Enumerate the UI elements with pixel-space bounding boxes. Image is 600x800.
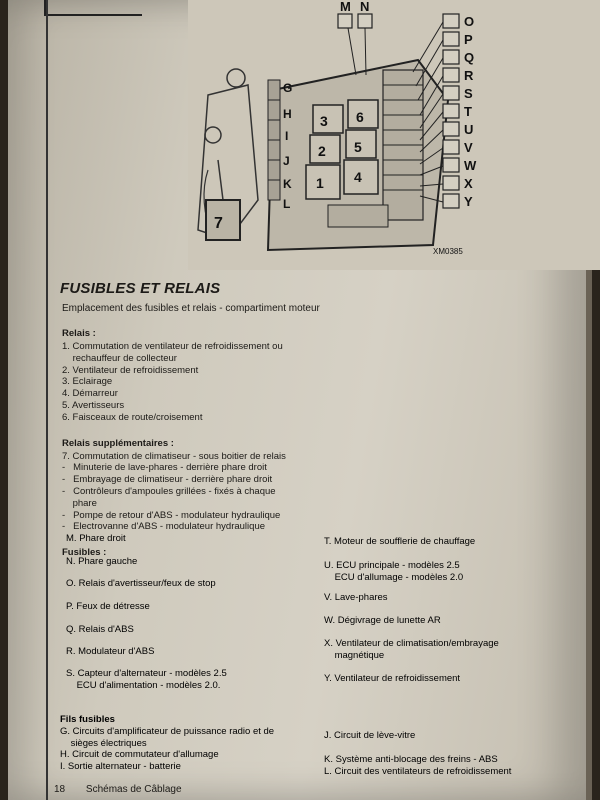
fuse-box-diagram xyxy=(188,0,600,270)
fuse-item-r: R. Modulateur d'ABS xyxy=(66,646,155,657)
fuse-label-n: N xyxy=(360,0,370,14)
fusibles-heading: Fusibles : xyxy=(62,547,107,559)
link-label-j: J xyxy=(283,154,290,168)
fuse-item-u: U. ECU principale - modèles 2.5 ECU d'allumage - modèles 2.0 xyxy=(324,560,464,583)
list-item: - Pompe de retour d'ABS - modulateur hydraulique xyxy=(62,509,281,521)
list-item: - Minuterie de lave-phares - derrière phare droit xyxy=(62,462,267,474)
relay-6-label: 6 xyxy=(356,109,364,125)
link-label-g: G xyxy=(283,81,293,95)
fuse-label-x: X xyxy=(464,176,473,191)
page-number: 18 xyxy=(54,784,66,795)
fuse-item-w: W. Dégivrage de lunette AR xyxy=(324,615,441,626)
fuse-label-u: U xyxy=(464,122,474,137)
margin-rule xyxy=(46,0,48,800)
relais-supp-list xyxy=(62,451,580,534)
section-name: Schémas de Câblage xyxy=(85,784,182,795)
list-item: rechauffeur de collecteur xyxy=(62,352,177,364)
list-item: - Electrovanne d'ABS - modulateur hydraulique xyxy=(62,521,266,533)
fuse-item-s: S. Capteur d'alternateur - modèles 2.5 ECU d'alimentation - modèles 2.0. xyxy=(66,668,227,691)
list-item: - Contrôleurs d'ampoules grillées - fixés à chaque xyxy=(62,485,276,497)
diagram-code: XM0385 xyxy=(433,247,463,256)
page-footer xyxy=(54,784,200,795)
fil-item-h: H. Circuit de commutateur d'allumage xyxy=(60,749,219,760)
list-item: 1. Commutation de ventilateur de refroidissement ou xyxy=(62,341,283,352)
link-label-k: K xyxy=(283,177,292,191)
list-item: - Embrayage de climatiseur - derrière phare droit xyxy=(62,474,273,486)
fils-heading: Fils fusibles xyxy=(60,714,115,725)
relais-list xyxy=(62,341,580,424)
fuse-label-s: S xyxy=(464,86,473,101)
fil-item-k: K. Système anti-blocage des freins - ABS xyxy=(324,754,498,765)
list-item: 6. Faisceaux de route/croisement xyxy=(62,411,203,423)
list-item: phare xyxy=(62,497,97,509)
fil-item-g: G. Circuits d'amplificateur de puissance radio et de sièges électriques xyxy=(60,726,275,749)
manual-page xyxy=(8,0,586,800)
relais-heading: Relais : xyxy=(62,328,96,339)
fuse-item-t: T. Moteur de soufflerie de chauffage xyxy=(324,536,476,547)
link-label-l: L xyxy=(283,197,291,211)
fuse-item-q: Q. Relais d'ABS xyxy=(66,624,134,635)
fuse-label-q: Q xyxy=(464,50,475,65)
left-fuse-links xyxy=(268,80,280,200)
fuse-label-o: O xyxy=(464,14,475,29)
relay-1-label: 1 xyxy=(316,175,324,191)
fil-item-j: J. Circuit de lève-vitre xyxy=(324,730,416,741)
fuse-item-p: P. Feux de détresse xyxy=(66,601,150,612)
fuse-label-v: V xyxy=(464,140,473,155)
fuse-label-p: P xyxy=(464,32,473,47)
fuse-item-y: Y. Ventilateur de refroidissement xyxy=(324,673,461,684)
fuse-label-r: R xyxy=(464,68,474,83)
relay-2-label: 2 xyxy=(318,143,326,159)
relay-4-label: 4 xyxy=(354,169,362,185)
fuse-item-x: X. Ventilateur de climatisation/embrayage magnétique xyxy=(324,638,499,661)
header-rule xyxy=(44,0,142,16)
fuse-item-o: O. Relais d'avertisseur/feux de stop xyxy=(66,578,216,589)
fuse-item-m: M. Phare droit xyxy=(66,533,126,544)
list-item: 3. Eclairage xyxy=(62,376,113,388)
link-label-i: I xyxy=(285,129,289,143)
list-item: 4. Démarreur xyxy=(62,388,118,400)
relais-supp-heading: Relais supplémentaires : xyxy=(62,437,174,449)
fuse-item-v: V. Lave-phares xyxy=(324,592,388,603)
fuse-label-m: M xyxy=(340,0,351,14)
relay-3-label: 3 xyxy=(320,113,328,129)
link-label-h: H xyxy=(283,107,292,121)
fil-item-l: L. Circuit des ventilateurs de refroidissement xyxy=(324,766,512,777)
right-fuse-row xyxy=(383,70,423,220)
list-item: 5. Avertisseurs xyxy=(62,399,125,411)
list-item: 2. Ventilateur de refroidissement xyxy=(62,364,199,376)
content-area xyxy=(60,280,580,560)
relay-7-label: 7 xyxy=(214,215,223,232)
fuse-item-n: N. Phare gauche xyxy=(66,556,138,567)
list-item: 7. Commutation de climatiseur - sous boitier de relais xyxy=(62,450,286,462)
page-subtitle: Emplacement des fusibles et relais - compartiment moteur xyxy=(62,303,320,314)
fuse-label-y: Y xyxy=(464,194,473,209)
fuse-label-w: W xyxy=(464,158,477,173)
page-title: FUSIBLES ET RELAIS xyxy=(60,280,221,297)
fil-item-i: I. Sortie alternateur - batterie xyxy=(60,761,181,772)
fuse-label-t: T xyxy=(464,104,472,119)
relay-5-label: 5 xyxy=(354,139,362,155)
relay-7-body xyxy=(206,200,240,240)
